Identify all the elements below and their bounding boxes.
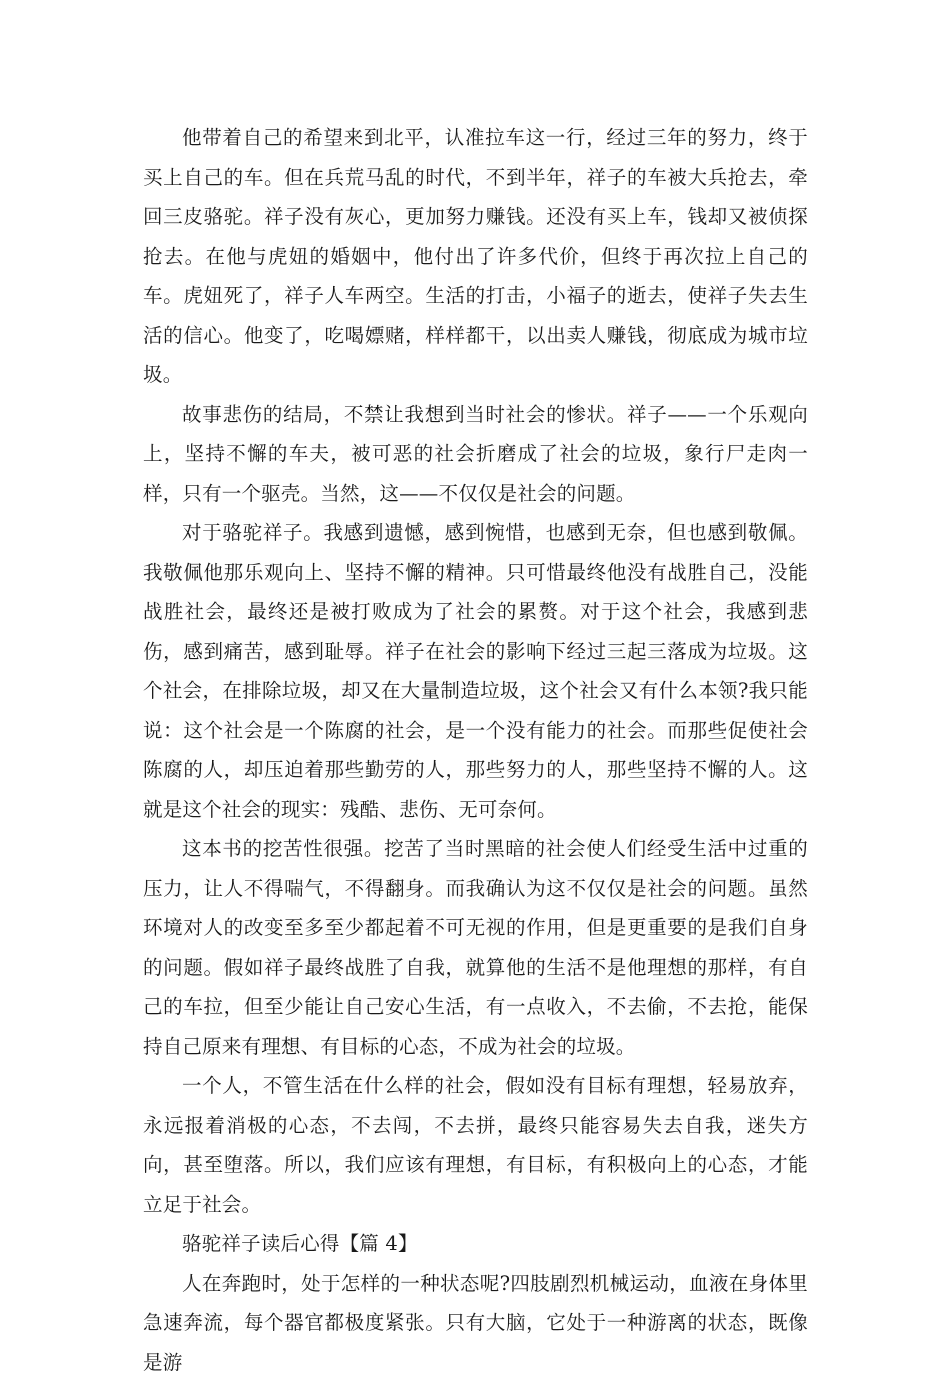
section-heading: 骆驼祥子读后心得【篇 4】: [143, 1224, 808, 1264]
paragraph-feelings: 对于骆驼祥子。我感到遗憾，感到惋惜，也感到无奈，但也感到敬佩。我敬佩他那乐观向上、坚持不懈的精神。只可惜最终他没有战胜自己，没能战胜社会，最终还是被打败成为了社会的累赘。对于这个社会，我感到悲伤，感到痛苦，感到耻辱。祥子在社会的影响下经过三起三落成为垃圾。这个社会，在排除垃圾，却又在大量制造垃圾，这个社会又有什么本领?我只能说：这个社会是一个陈腐的社会，是一个没有能力的社会。而那些促使社会陈腐的人，却压迫着那些勤劳的人，那些努力的人，那些坚持不懈的人。这就是这个社会的现实：残酷、悲伤、无可奈何。: [143, 513, 808, 829]
paragraph-running: 人在奔跑时，处于怎样的一种状态呢?四肢剧烈机械运动，血液在身体里急速奔流，每个器官都极度紧张。只有大脑，它处于一种游离的状态，既像是游: [143, 1264, 808, 1382]
paragraph-satire: 这本书的挖苦性很强。挖苦了当时黑暗的社会使人们经受生活中过重的压力，让人不得喘气，不得翻身。而我确认为这不仅仅是社会的问题。虽然环境对人的改变至多至少都起着不可无视的作用，但是更重要的是我们自身的问题。假如祥子最终战胜了自我，就算他的生活不是他理想的那样，有自己的车拉，但至少能让自己安心生活，有一点收入，不去偷，不去抢，能保持自己原来有理想、有目标的心态，不成为社会的垃圾。: [143, 829, 808, 1066]
paragraph-conclusion: 一个人，不管生活在什么样的社会，假如没有目标有理想，轻易放弃，永远报着消极的心态，不去闯，不去拼，最终只能容易失去自我，迷失方向，甚至堕落。所以，我们应该有理想，有目标，有积极向上的心态，才能立足于社会。: [143, 1066, 808, 1224]
paragraph-xiangzi-story: 他带着自己的希望来到北平，认准拉车这一行，经过三年的努力，终于买上自己的车。但在兵荒马乱的时代，不到半年，祥子的车被大兵抢去，牵回三皮骆驼。祥子没有灰心，更加努力赚钱。还没有买上车，钱却又被侦探抢去。在他与虎妞的婚姻中，他付出了许多代价，但终于再次拉上自己的车。虎妞死了，祥子人车两空。生活的打击，小福子的逝去，使祥子失去生活的信心。他变了，吃喝嫖赌，样样都干，以出卖人赚钱，彻底成为城市垃圾。: [143, 118, 808, 395]
paragraph-sad-ending: 故事悲伤的结局，不禁让我想到当时社会的惨状。祥子——一个乐观向上，坚持不懈的车夫，被可恶的社会折磨成了社会的垃圾，象行尸走肉一样，只有一个驱壳。当然，这——不仅仅是社会的问题。: [143, 395, 808, 514]
document-body: [143, 118, 808, 1382]
